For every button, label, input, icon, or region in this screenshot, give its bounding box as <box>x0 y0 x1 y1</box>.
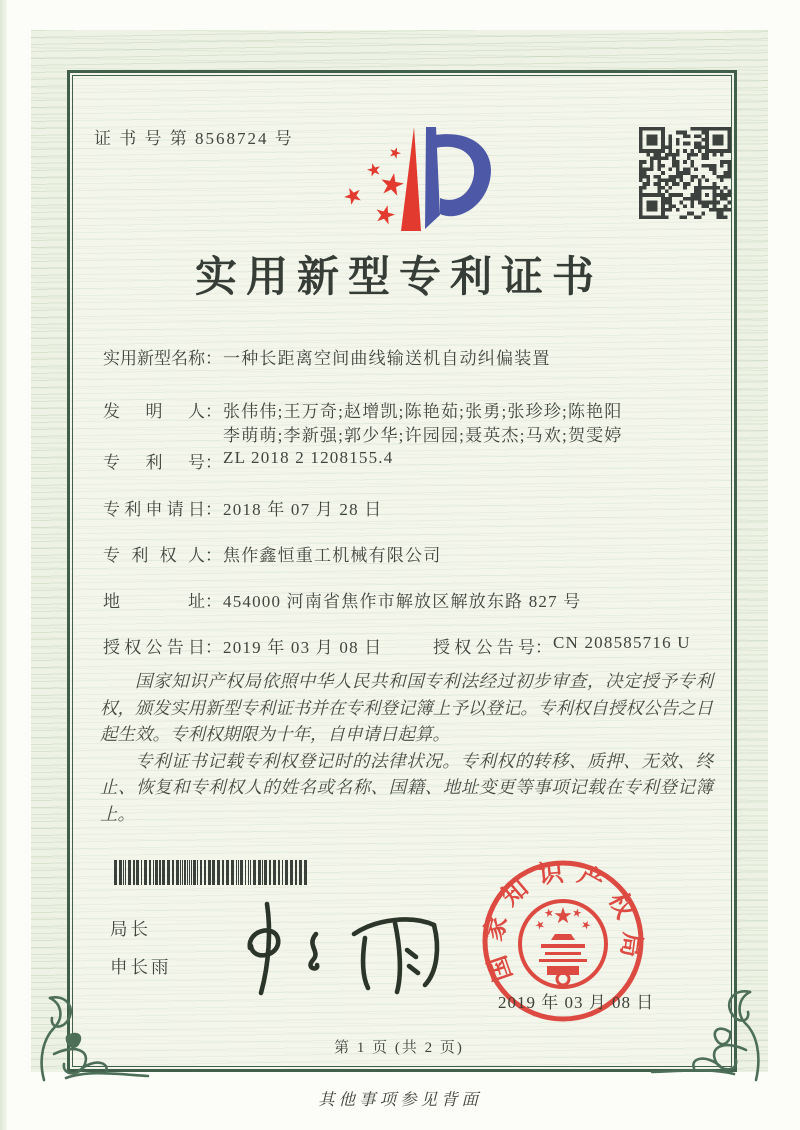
back-note: 其他事项参见背面 <box>318 1090 482 1109</box>
field-label: 专利号 <box>103 453 205 472</box>
barcode-icon <box>114 860 310 885</box>
director-title: 局长 <box>110 919 151 939</box>
certificate-title: 实用新型专利证书 <box>194 255 603 301</box>
field-row-name: 实用新型名称：一种长距离空间曲线输送机自动纠偏装置 <box>103 344 719 369</box>
field-value: CN 208585716 U <box>553 633 691 652</box>
seal-date: 2019 年 03 月 08 日 <box>498 993 655 1012</box>
field-row-patentee: 专利权人：焦作鑫恒重工机械有限公司 <box>103 541 719 566</box>
page-indicator: 第 1 页 (共 2 页) <box>334 1040 464 1056</box>
field-label: 专利申请日 <box>103 500 205 519</box>
corner-flourish-bottom-left-icon <box>36 992 154 1084</box>
field-value: 焦作鑫恒重工机械有限公司 <box>223 546 442 565</box>
field-value: 2018 年 07 月 28 日 <box>223 500 383 519</box>
director-signature-icon <box>228 896 443 998</box>
field-value: 2019 年 03 月 08 日 <box>223 638 383 657</box>
field-value: 李萌萌;李新强;郭少华;许园园;聂英杰;马欢;贺雯婷 <box>223 426 623 445</box>
cnipa-patent-logo-icon <box>328 123 500 235</box>
field-label: 实用新型名称 <box>103 349 205 368</box>
corner-flourish-bottom-right-icon <box>646 984 764 1084</box>
scan-edge-strip <box>0 0 7 1130</box>
field-value: 张伟伟;王万奇;赵增凯;陈艳茹;张勇;张珍珍;陈艳阳 <box>223 402 623 421</box>
certificate-number: 证 书 号 第 8568724 号 <box>94 129 294 148</box>
director-name: 申长雨 <box>110 957 172 977</box>
qr-code-icon <box>639 127 731 219</box>
field-label: 授权公告号 <box>433 638 535 657</box>
field-label: 地址 <box>103 592 205 611</box>
seal-text: 国家知识产权局 <box>480 858 646 985</box>
field-row-inventors-line2 <box>223 421 800 446</box>
field-label: 发明人 <box>103 402 205 421</box>
field-row-inventors: 发明人：张伟伟;王万奇;赵增凯;陈艳茹;张勇;张珍珍;陈艳阳 <box>103 397 719 422</box>
field-label: 授权公告日 <box>103 638 205 657</box>
field-value: ZL 2018 2 1208155.4 <box>223 448 394 467</box>
field-label: 专利权人 <box>103 546 205 565</box>
body-paragraph-1: 国家知识产权局依照中华人民共和国专利法经过初步审查，决定授予专利权，颁发实用新型专利证书并在专利登记簿上予以登记。专利权自授权公告之日起生效。专利权期限为十年，自申请日起算。 <box>100 671 713 744</box>
field-row-grant: 授权公告日：2019 年 03 月 08 日 授权公告号：CN 208585716 U <box>103 633 691 657</box>
field-row-address: 地址：454000 河南省焦作市解放区解放东路 827 号 <box>103 587 719 612</box>
field-value: 一种长距离空间曲线输送机自动纠偏装置 <box>223 349 551 368</box>
certificate-body-text <box>100 668 713 827</box>
field-row-filing-date: 专利申请日：2018 年 07 月 28 日 <box>103 495 719 520</box>
body-paragraph-2: 专利证书记载专利权登记时的法律状况。专利权的转移、质押、无效、终止、恢复和专利权人的姓名或名称、国籍、地址变更等事项记载在专利登记簿上。 <box>100 750 713 824</box>
field-value: 454000 河南省焦作市解放区解放东路 827 号 <box>223 592 582 611</box>
svg-text:国家知识产权局 <box>479 858 647 985</box>
field-row-patent-number: 专利号：ZL 2018 2 1208155.4 <box>103 448 394 472</box>
